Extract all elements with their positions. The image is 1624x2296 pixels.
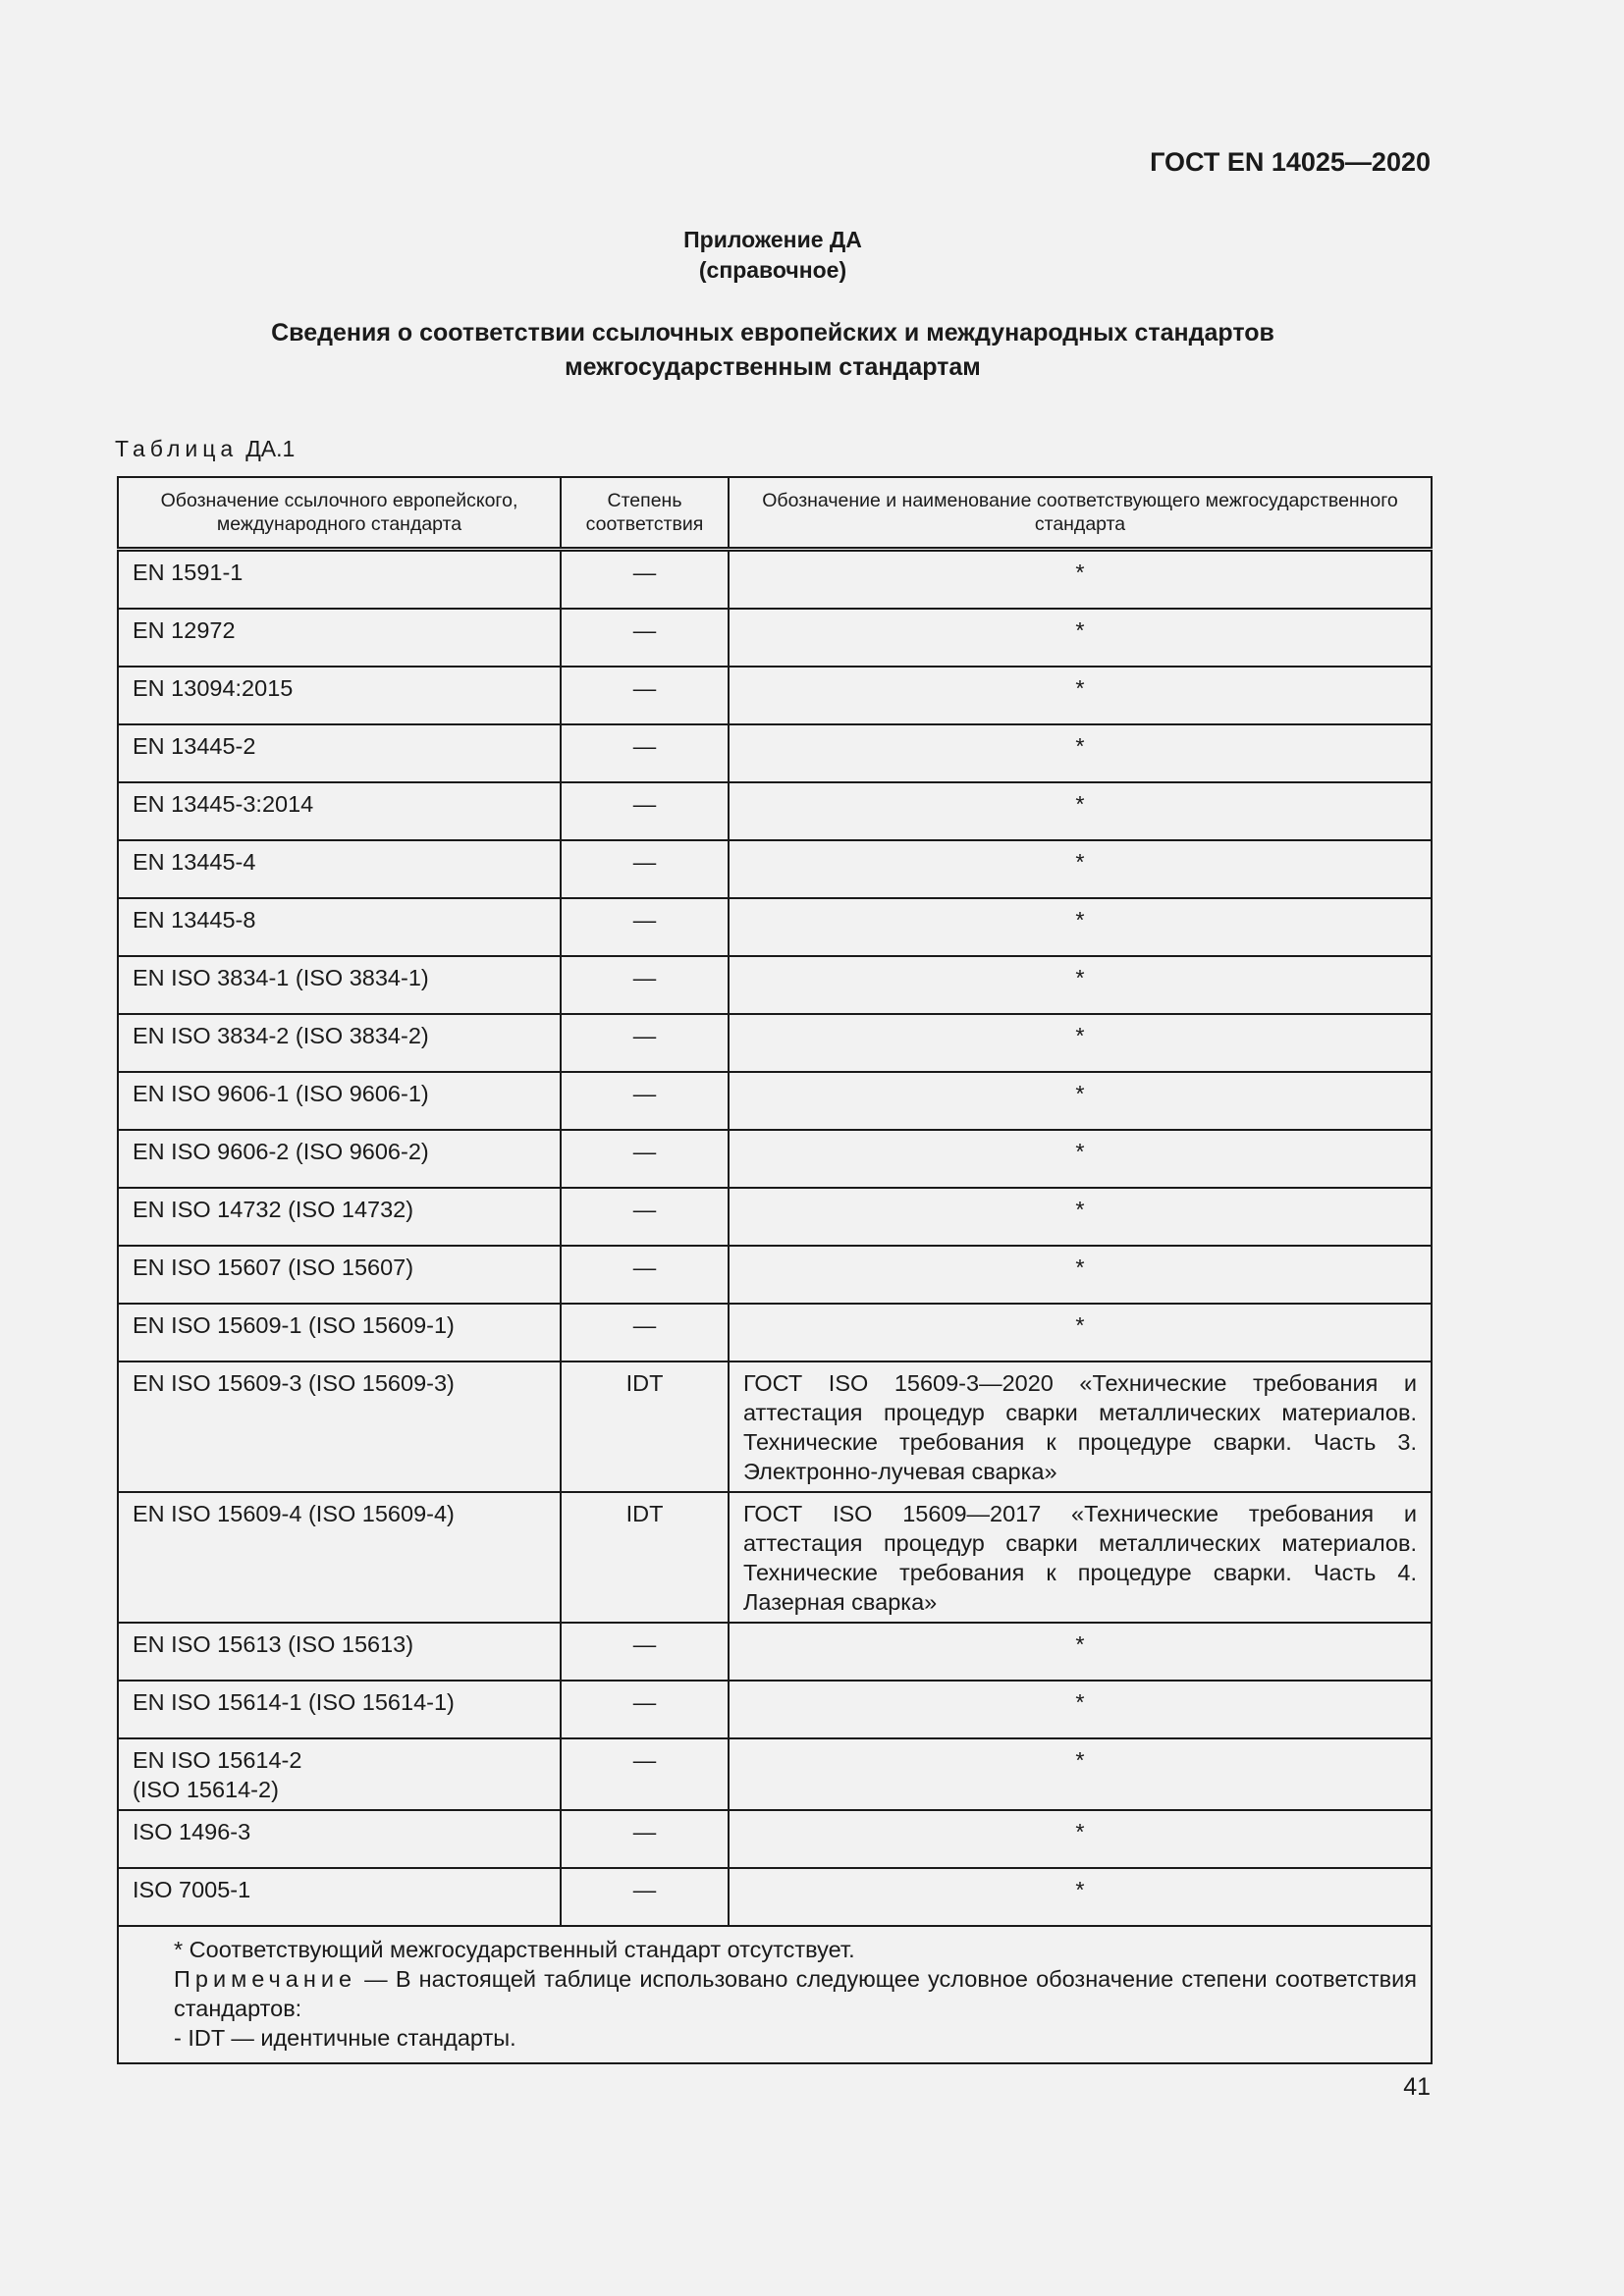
standard-code: ISO 1496-3 — [133, 1819, 251, 1844]
table-row — [118, 1738, 1432, 1810]
table-header-row — [118, 477, 1432, 550]
cell-degree: — — [561, 1246, 729, 1304]
table-row — [118, 609, 1432, 667]
standard-code: EN 12972 — [133, 617, 236, 643]
cell-degree: — — [561, 1868, 729, 1926]
cell-standard — [118, 1492, 561, 1623]
table-row — [118, 1868, 1432, 1926]
table-row — [118, 1681, 1432, 1738]
table-row — [118, 1492, 1432, 1623]
section-title — [0, 316, 1545, 385]
table-row — [118, 1188, 1432, 1246]
cell-gost: * — [729, 1681, 1432, 1738]
cell-gost: * — [729, 1868, 1432, 1926]
cell-standard — [118, 667, 561, 724]
cell-standard — [118, 1362, 561, 1492]
table-row — [118, 840, 1432, 898]
cell-gost: * — [729, 840, 1432, 898]
cell-standard — [118, 1130, 561, 1188]
footnote-text: * Соответствующий межгосударственный стандарт отсутствует. — [174, 1937, 855, 1962]
section-title-line2: межгосударственным стандартам — [565, 353, 981, 381]
table-body — [118, 550, 1432, 1927]
table-row — [118, 898, 1432, 956]
cell-degree: — — [561, 840, 729, 898]
table-row — [118, 1810, 1432, 1868]
table-row — [118, 1130, 1432, 1188]
cell-standard — [118, 550, 561, 610]
standard-code: EN 13445-3:2014 — [133, 791, 314, 817]
cell-standard — [118, 1868, 561, 1926]
standard-code: EN ISO 14732 (ISO 14732) — [133, 1197, 414, 1222]
cell-degree: IDT — [561, 1362, 729, 1492]
cell-standard — [118, 1188, 561, 1246]
cell-standard — [118, 1681, 561, 1738]
page-number: 41 — [1403, 2073, 1431, 2101]
cell-degree: IDT — [561, 1492, 729, 1623]
standard-code: EN ISO 15607 (ISO 15607) — [133, 1255, 414, 1280]
table-footer-row — [118, 1926, 1432, 2063]
cell-gost: * — [729, 609, 1432, 667]
section-title-line1: Сведения о соответствии ссылочных европейских и международных стандартов — [271, 319, 1274, 347]
cell-gost: * — [729, 1246, 1432, 1304]
cell-gost: ГОСТ ISO 15609-3—2020 «Технические требования и аттестация процедур сварки металлических материалов. Технические требования к процедуре сварки. Часть 3. Электронно-лучевая сварка» — [729, 1362, 1432, 1492]
standard-code: EN ISO 15613 (ISO 15613) — [133, 1631, 414, 1657]
standard-code: EN ISO 15609-3 (ISO 15609-3) — [133, 1370, 455, 1396]
table-caption — [115, 436, 295, 462]
cell-standard — [118, 898, 561, 956]
cell-degree: — — [561, 550, 729, 610]
table-row — [118, 1623, 1432, 1681]
cell-gost: * — [729, 782, 1432, 840]
cell-degree: — — [561, 898, 729, 956]
table-row — [118, 724, 1432, 782]
cell-degree: — — [561, 609, 729, 667]
standard-code: EN ISO 15614-1 (ISO 15614-1) — [133, 1689, 455, 1715]
standard-code: EN ISO 3834-2 (ISO 3834-2) — [133, 1023, 429, 1048]
table-row — [118, 1246, 1432, 1304]
cell-gost: * — [729, 956, 1432, 1014]
cell-gost: * — [729, 1188, 1432, 1246]
standard-code: EN ISO 9606-1 (ISO 9606-1) — [133, 1081, 429, 1106]
header-degree: Степень соответствия — [561, 477, 729, 550]
note-label: Примечание — [174, 1966, 357, 1992]
standard-code: EN ISO 3834-1 (ISO 3834-1) — [133, 965, 429, 990]
cell-degree: — — [561, 1014, 729, 1072]
table-footnote-cell — [118, 1926, 1432, 2063]
cell-gost: * — [729, 1810, 1432, 1868]
cell-gost: ГОСТ ISO 15609—2017 «Технические требования и аттестация процедур сварки металлических материалов. Технические требования к процедуре сварки. Часть 4. Лазерная сварка» — [729, 1492, 1432, 1623]
cell-gost: * — [729, 1304, 1432, 1362]
cell-gost: * — [729, 898, 1432, 956]
standard-code: EN 13445-8 — [133, 907, 256, 933]
cell-standard — [118, 782, 561, 840]
document-code: ГОСТ EN 14025—2020 — [1150, 147, 1431, 177]
cell-degree: — — [561, 1188, 729, 1246]
standard-code: EN 1591-1 — [133, 560, 244, 585]
cell-gost: * — [729, 1072, 1432, 1130]
table-row — [118, 1072, 1432, 1130]
table-row — [118, 550, 1432, 610]
cell-standard — [118, 1014, 561, 1072]
cell-gost: * — [729, 550, 1432, 610]
cell-degree: — — [561, 724, 729, 782]
standard-code-line2: (ISO 15614-2) — [133, 1777, 279, 1802]
cell-degree: — — [561, 1738, 729, 1810]
note-item: - IDT — идентичные стандарты. — [174, 2025, 516, 2051]
cell-standard — [118, 956, 561, 1014]
note-body: — В настоящей таблице использовано следующее условное обозначение степени соответствия стандартов: — [174, 1966, 1417, 2021]
cell-degree: — — [561, 1304, 729, 1362]
table-row — [118, 1014, 1432, 1072]
cell-standard — [118, 1623, 561, 1681]
cell-degree: — — [561, 956, 729, 1014]
standard-code: ISO 7005-1 — [133, 1877, 251, 1902]
cell-standard — [118, 1304, 561, 1362]
standard-code: EN 13445-2 — [133, 733, 256, 759]
cell-degree: — — [561, 1130, 729, 1188]
standard-code: EN ISO 9606-2 (ISO 9606-2) — [133, 1139, 429, 1164]
correspondence-table — [117, 476, 1433, 2064]
table-caption-word: Таблица — [115, 436, 239, 461]
standard-code: EN ISO 15609-4 (ISO 15609-4) — [133, 1501, 455, 1526]
table-caption-number: ДА.1 — [245, 436, 296, 461]
table-row — [118, 956, 1432, 1014]
cell-gost: * — [729, 1623, 1432, 1681]
standard-code: EN ISO 15609-1 (ISO 15609-1) — [133, 1312, 455, 1338]
cell-gost: * — [729, 667, 1432, 724]
cell-degree: — — [561, 1810, 729, 1868]
cell-standard — [118, 1810, 561, 1868]
cell-standard — [118, 1072, 561, 1130]
appendix-type: (справочное) — [698, 257, 847, 283]
standard-code: EN 13094:2015 — [133, 675, 294, 701]
cell-gost: * — [729, 1130, 1432, 1188]
table-row — [118, 782, 1432, 840]
table-row — [118, 667, 1432, 724]
standard-code: EN ISO 15614-2 — [133, 1747, 302, 1773]
cell-degree: — — [561, 1681, 729, 1738]
cell-standard — [118, 724, 561, 782]
appendix-title: Приложение ДА — [683, 227, 862, 252]
header-standard: Обозначение ссылочного европейского, международного стандарта — [118, 477, 561, 550]
cell-standard — [118, 609, 561, 667]
cell-degree: — — [561, 667, 729, 724]
cell-standard — [118, 840, 561, 898]
cell-degree: — — [561, 782, 729, 840]
cell-degree: — — [561, 1623, 729, 1681]
standard-code: EN 13445-4 — [133, 849, 256, 875]
table-row — [118, 1362, 1432, 1492]
cell-degree: — — [561, 1072, 729, 1130]
cell-gost: * — [729, 1738, 1432, 1810]
header-gost: Обозначение и наименование соответствующего межгосударственного стандарта — [729, 477, 1432, 550]
cell-gost: * — [729, 1014, 1432, 1072]
note-text — [133, 1964, 1417, 2023]
cell-standard — [118, 1738, 561, 1810]
table-row — [118, 1304, 1432, 1362]
cell-standard — [118, 1246, 561, 1304]
cell-gost: * — [729, 724, 1432, 782]
